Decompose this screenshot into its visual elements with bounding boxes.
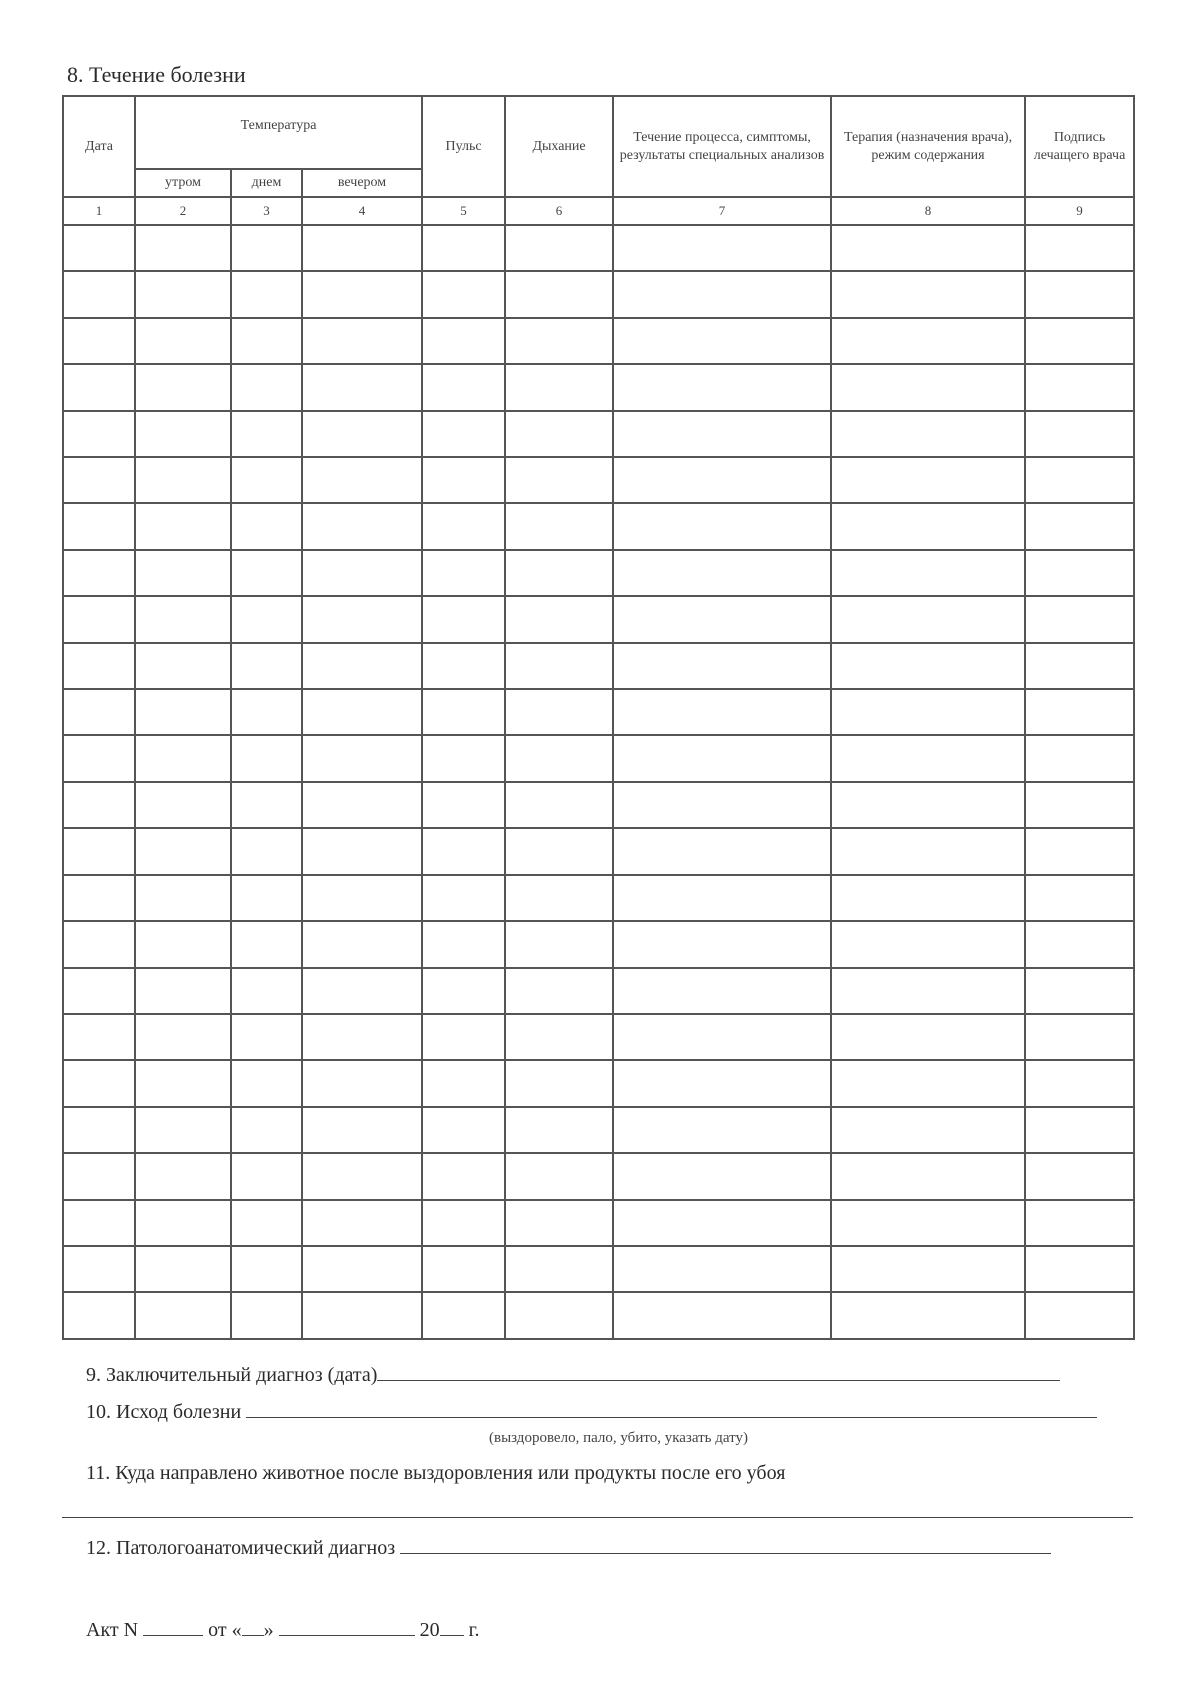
table-cell[interactable] [231,968,302,1014]
table-row [63,643,1134,689]
table-cell[interactable] [422,503,505,549]
table-cell[interactable] [302,1060,422,1106]
column-number: 5 [422,197,505,225]
table-cell[interactable] [1025,643,1134,689]
table-cell[interactable] [831,1200,1025,1246]
act-close-quote: » [263,1619,274,1641]
table-cell[interactable] [135,503,231,549]
table-cell[interactable] [422,550,505,596]
table-cell[interactable] [63,689,135,735]
table-cell[interactable] [505,457,613,503]
table-cell[interactable] [63,1292,135,1339]
table-cell[interactable] [505,735,613,781]
table-cell[interactable] [63,1153,135,1199]
table-cell[interactable] [422,1060,505,1106]
table-cell[interactable] [302,968,422,1014]
table-cell[interactable] [613,1014,831,1060]
table-cell[interactable] [613,1292,831,1339]
table-cell[interactable] [831,550,1025,596]
act-year-prefix: 20 [419,1619,440,1641]
pathology-field[interactable] [400,1535,1051,1554]
table-cell[interactable] [1025,921,1134,967]
column-number: 6 [505,197,613,225]
destination-field[interactable] [62,1517,1133,1518]
table-row [63,1060,1134,1106]
table-cell[interactable] [505,1060,613,1106]
table-row [63,411,1134,457]
table-cell[interactable] [422,457,505,503]
table-cell[interactable] [1025,1246,1134,1292]
table-cell[interactable] [613,735,831,781]
table-cell[interactable] [231,271,302,317]
table-cell[interactable] [231,1292,302,1339]
table-cell[interactable] [613,1246,831,1292]
table-row [63,968,1134,1014]
header-signature: Подпись лечащего врача [1025,96,1134,197]
table-cell[interactable] [63,503,135,549]
table-cell[interactable] [135,921,231,967]
table-cell[interactable] [505,550,613,596]
header-day: днем [231,169,302,197]
header-temperature: Температура [135,96,422,169]
table-cell[interactable] [135,596,231,642]
disease-course-table [62,95,1135,1340]
table-cell[interactable] [302,828,422,874]
table-cell[interactable] [231,1107,302,1153]
table-cell[interactable] [1025,968,1134,1014]
table-cell[interactable] [831,1153,1025,1199]
table-cell[interactable] [231,364,302,410]
table-cell[interactable] [302,596,422,642]
table-cell[interactable] [1025,596,1134,642]
table-cell[interactable] [231,411,302,457]
table-cell[interactable] [63,735,135,781]
table-cell[interactable] [302,643,422,689]
table-row [63,1200,1134,1246]
act-month-field[interactable] [279,1617,415,1636]
table-cell[interactable] [505,1014,613,1060]
table-cell[interactable] [231,828,302,874]
table-cell[interactable] [613,1060,831,1106]
table-cell[interactable] [135,225,231,271]
table-cell[interactable] [302,735,422,781]
table-cell[interactable] [613,1153,831,1199]
table-cell[interactable] [613,689,831,735]
table-cell[interactable] [422,318,505,364]
table-cell[interactable] [1025,782,1134,828]
table-cell[interactable] [613,364,831,410]
table-cell[interactable] [613,411,831,457]
table-cell[interactable] [302,411,422,457]
table-cell[interactable] [135,735,231,781]
table-cell[interactable] [63,550,135,596]
header-therapy: Терапия (назначения врача), режим содержания [831,96,1025,197]
table-cell[interactable] [422,1153,505,1199]
header-evening: вечером [302,169,422,197]
table-cell[interactable] [422,411,505,457]
table-cell[interactable] [422,921,505,967]
table-cell[interactable] [231,1014,302,1060]
table-row [63,1107,1134,1153]
table-cell[interactable] [422,735,505,781]
table-cell[interactable] [422,1014,505,1060]
table-cell[interactable] [231,318,302,364]
table-cell[interactable] [1025,550,1134,596]
table-cell[interactable] [135,318,231,364]
table-cell[interactable] [613,225,831,271]
table-cell[interactable] [505,1200,613,1246]
table-cell[interactable] [831,1060,1025,1106]
header-morning: утром [135,169,231,197]
table-cell[interactable] [831,1107,1025,1153]
act-number-field[interactable] [143,1617,203,1636]
table-cell[interactable] [63,596,135,642]
table-cell[interactable] [302,875,422,921]
table-cell[interactable] [231,921,302,967]
table-cell[interactable] [1025,689,1134,735]
table-row [63,735,1134,781]
table-cell[interactable] [831,1292,1025,1339]
table-cell[interactable] [1025,225,1134,271]
table-row [63,1246,1134,1292]
table-cell[interactable] [1025,503,1134,549]
act-day-field[interactable] [242,1617,264,1636]
table-cell[interactable] [831,735,1025,781]
table-cell[interactable] [135,782,231,828]
pathology-line [86,1535,1051,1560]
table-cell[interactable] [231,1200,302,1246]
table-cell[interactable] [613,550,831,596]
table-cell[interactable] [135,1107,231,1153]
table-row [63,271,1134,317]
table-cell[interactable] [135,550,231,596]
table-cell[interactable] [1025,364,1134,410]
table-cell[interactable] [135,689,231,735]
table-cell[interactable] [231,503,302,549]
column-number: 4 [302,197,422,225]
table-cell[interactable] [505,1107,613,1153]
table-row [63,1153,1134,1199]
table-cell[interactable] [302,689,422,735]
final-diagnosis-line [86,1362,1060,1387]
table-cell[interactable] [831,364,1025,410]
table-cell[interactable] [505,411,613,457]
column-number: 7 [613,197,831,225]
table-cell[interactable] [302,1200,422,1246]
table-cell[interactable] [302,457,422,503]
table-cell[interactable] [422,1246,505,1292]
table-cell[interactable] [613,1107,831,1153]
final-diagnosis-field[interactable] [377,1362,1060,1381]
table-cell[interactable] [1025,457,1134,503]
table-cell[interactable] [135,1200,231,1246]
table-cell[interactable] [831,1246,1025,1292]
table-cell[interactable] [831,457,1025,503]
outcome-line [86,1399,1097,1424]
table-cell[interactable] [63,968,135,1014]
table-cell[interactable] [613,318,831,364]
act-year-suffix: г. [468,1619,480,1641]
header-pulse: Пульс [422,96,505,197]
table-cell[interactable] [505,782,613,828]
table-cell[interactable] [63,1107,135,1153]
table-cell[interactable] [505,643,613,689]
table-cell[interactable] [63,457,135,503]
table-cell[interactable] [505,503,613,549]
act-prefix: Акт N [86,1619,139,1641]
table-cell[interactable] [302,1107,422,1153]
table-cell[interactable] [831,689,1025,735]
table-cell[interactable] [135,1246,231,1292]
table-cell[interactable] [613,828,831,874]
table-cell[interactable] [231,1153,302,1199]
act-from: от « [208,1619,242,1641]
column-number: 2 [135,197,231,225]
table-row [63,596,1134,642]
table-cell[interactable] [613,921,831,967]
table-cell[interactable] [505,225,613,271]
table-cell[interactable] [1025,1107,1134,1153]
table-cell[interactable] [422,596,505,642]
table-cell[interactable] [63,828,135,874]
table-cell[interactable] [63,271,135,317]
table-cell[interactable] [613,643,831,689]
table-row [63,318,1134,364]
table-cell[interactable] [505,596,613,642]
table-cell[interactable] [135,875,231,921]
table-cell[interactable] [613,1200,831,1246]
table-cell[interactable] [231,550,302,596]
table-cell[interactable] [302,503,422,549]
table-cell[interactable] [135,968,231,1014]
table-row [63,921,1134,967]
table-cell[interactable] [422,1200,505,1246]
table-cell[interactable] [831,828,1025,874]
header-course: Течение процесса, симптомы, результаты специальных анализов [613,96,831,197]
table-cell[interactable] [135,1153,231,1199]
table-cell[interactable] [63,875,135,921]
table-cell[interactable] [831,596,1025,642]
table-cell[interactable] [1025,1153,1134,1199]
column-number: 3 [231,197,302,225]
table-cell[interactable] [1025,271,1134,317]
table-cell[interactable] [613,968,831,1014]
table-row [63,503,1134,549]
table-row [63,828,1134,874]
table-cell[interactable] [1025,1014,1134,1060]
table-cell[interactable] [831,503,1025,549]
table-cell[interactable] [63,318,135,364]
table-cell[interactable] [613,271,831,317]
table-cell[interactable] [831,271,1025,317]
table-cell[interactable] [302,364,422,410]
table-cell[interactable] [63,225,135,271]
table-cell[interactable] [422,643,505,689]
table-cell[interactable] [422,782,505,828]
table-cell[interactable] [1025,735,1134,781]
table-cell[interactable] [831,875,1025,921]
table-cell[interactable] [135,411,231,457]
table-cell[interactable] [613,503,831,549]
outcome-hint: (выздоровело, пало, убито, указать дату) [489,1430,749,1446]
table-cell[interactable] [1025,318,1134,364]
table-cell[interactable] [505,875,613,921]
destination-label: 11. Куда направлено животное после выздоровления или продукты после его убоя [86,1462,786,1484]
table-row [63,689,1134,735]
table-cell[interactable] [302,271,422,317]
table-cell[interactable] [422,1107,505,1153]
table-cell[interactable] [613,596,831,642]
table-cell[interactable] [302,921,422,967]
table-cell[interactable] [831,225,1025,271]
table-cell[interactable] [135,1014,231,1060]
table-cell[interactable] [422,364,505,410]
table-cell[interactable] [1025,411,1134,457]
table-cell[interactable] [135,271,231,317]
table-row [63,782,1134,828]
table-cell[interactable] [422,828,505,874]
table-cell[interactable] [422,271,505,317]
table-cell[interactable] [231,596,302,642]
outcome-label: 10. Исход болезни [86,1401,242,1423]
table-row [63,1292,1134,1339]
table-cell[interactable] [63,1014,135,1060]
table-cell[interactable] [302,1014,422,1060]
table-cell[interactable] [63,1246,135,1292]
table-cell[interactable] [505,921,613,967]
table-cell[interactable] [231,782,302,828]
act-line [86,1617,480,1642]
table-cell[interactable] [831,643,1025,689]
table-cell[interactable] [422,1292,505,1339]
table-cell[interactable] [302,1246,422,1292]
table-cell[interactable] [231,1246,302,1292]
table-cell[interactable] [831,411,1025,457]
table-cell[interactable] [1025,1060,1134,1106]
table-cell[interactable] [505,689,613,735]
table-cell[interactable] [135,1292,231,1339]
table-cell[interactable] [422,225,505,271]
table-cell[interactable] [135,828,231,874]
table-cell[interactable] [505,1153,613,1199]
table-cell[interactable] [302,225,422,271]
table-cell[interactable] [302,1292,422,1339]
table-cell[interactable] [63,411,135,457]
header-breathing: Дыхание [505,96,613,197]
table-row [63,875,1134,921]
table-cell[interactable] [831,318,1025,364]
act-year-field[interactable] [440,1617,464,1636]
column-number: 8 [831,197,1025,225]
table-cell[interactable] [505,271,613,317]
table-cell[interactable] [63,921,135,967]
table-cell[interactable] [505,828,613,874]
table-row [63,1014,1134,1060]
table-cell[interactable] [63,364,135,410]
final-diagnosis-label: 9. Заключительный диагноз (дата) [86,1364,378,1386]
table-cell[interactable] [63,782,135,828]
table-cell[interactable] [135,364,231,410]
table-cell[interactable] [831,1014,1025,1060]
outcome-field[interactable] [246,1399,1097,1418]
table-cell[interactable] [613,875,831,921]
table-cell[interactable] [613,457,831,503]
table-cell[interactable] [831,968,1025,1014]
table-cell[interactable] [505,1292,613,1339]
table-cell[interactable] [831,921,1025,967]
table-cell[interactable] [231,457,302,503]
table-cell[interactable] [422,689,505,735]
table-cell[interactable] [422,968,505,1014]
table-cell[interactable] [1025,875,1134,921]
table-cell[interactable] [302,550,422,596]
table-cell[interactable] [1025,828,1134,874]
table-cell[interactable] [135,643,231,689]
table-cell[interactable] [231,735,302,781]
table-cell[interactable] [302,1153,422,1199]
table-cell[interactable] [135,1060,231,1106]
table-cell[interactable] [1025,1292,1134,1339]
table-row [63,457,1134,503]
table-cell[interactable] [231,225,302,271]
table-cell[interactable] [422,875,505,921]
table-cell[interactable] [231,689,302,735]
table-cell[interactable] [505,364,613,410]
table-cell[interactable] [231,1060,302,1106]
table-cell[interactable] [63,1200,135,1246]
table-cell[interactable] [613,782,831,828]
pathology-label: 12. Патологоанатомический диагноз [86,1537,396,1559]
table-cell[interactable] [231,875,302,921]
table-cell[interactable] [505,968,613,1014]
table-cell[interactable] [63,643,135,689]
table-cell[interactable] [831,782,1025,828]
table-cell[interactable] [302,318,422,364]
table-cell[interactable] [135,457,231,503]
table-cell[interactable] [505,318,613,364]
table-cell[interactable] [302,782,422,828]
table-row [63,550,1134,596]
column-number: 1 [63,197,135,225]
table-cell[interactable] [505,1246,613,1292]
table-row [63,225,1134,271]
table-row [63,364,1134,410]
table-cell[interactable] [231,643,302,689]
table-cell[interactable] [63,1060,135,1106]
section-title: 8. Течение болезни [67,62,246,87]
column-number: 9 [1025,197,1134,225]
table-cell[interactable] [1025,1200,1134,1246]
header-date: Дата [63,96,135,197]
